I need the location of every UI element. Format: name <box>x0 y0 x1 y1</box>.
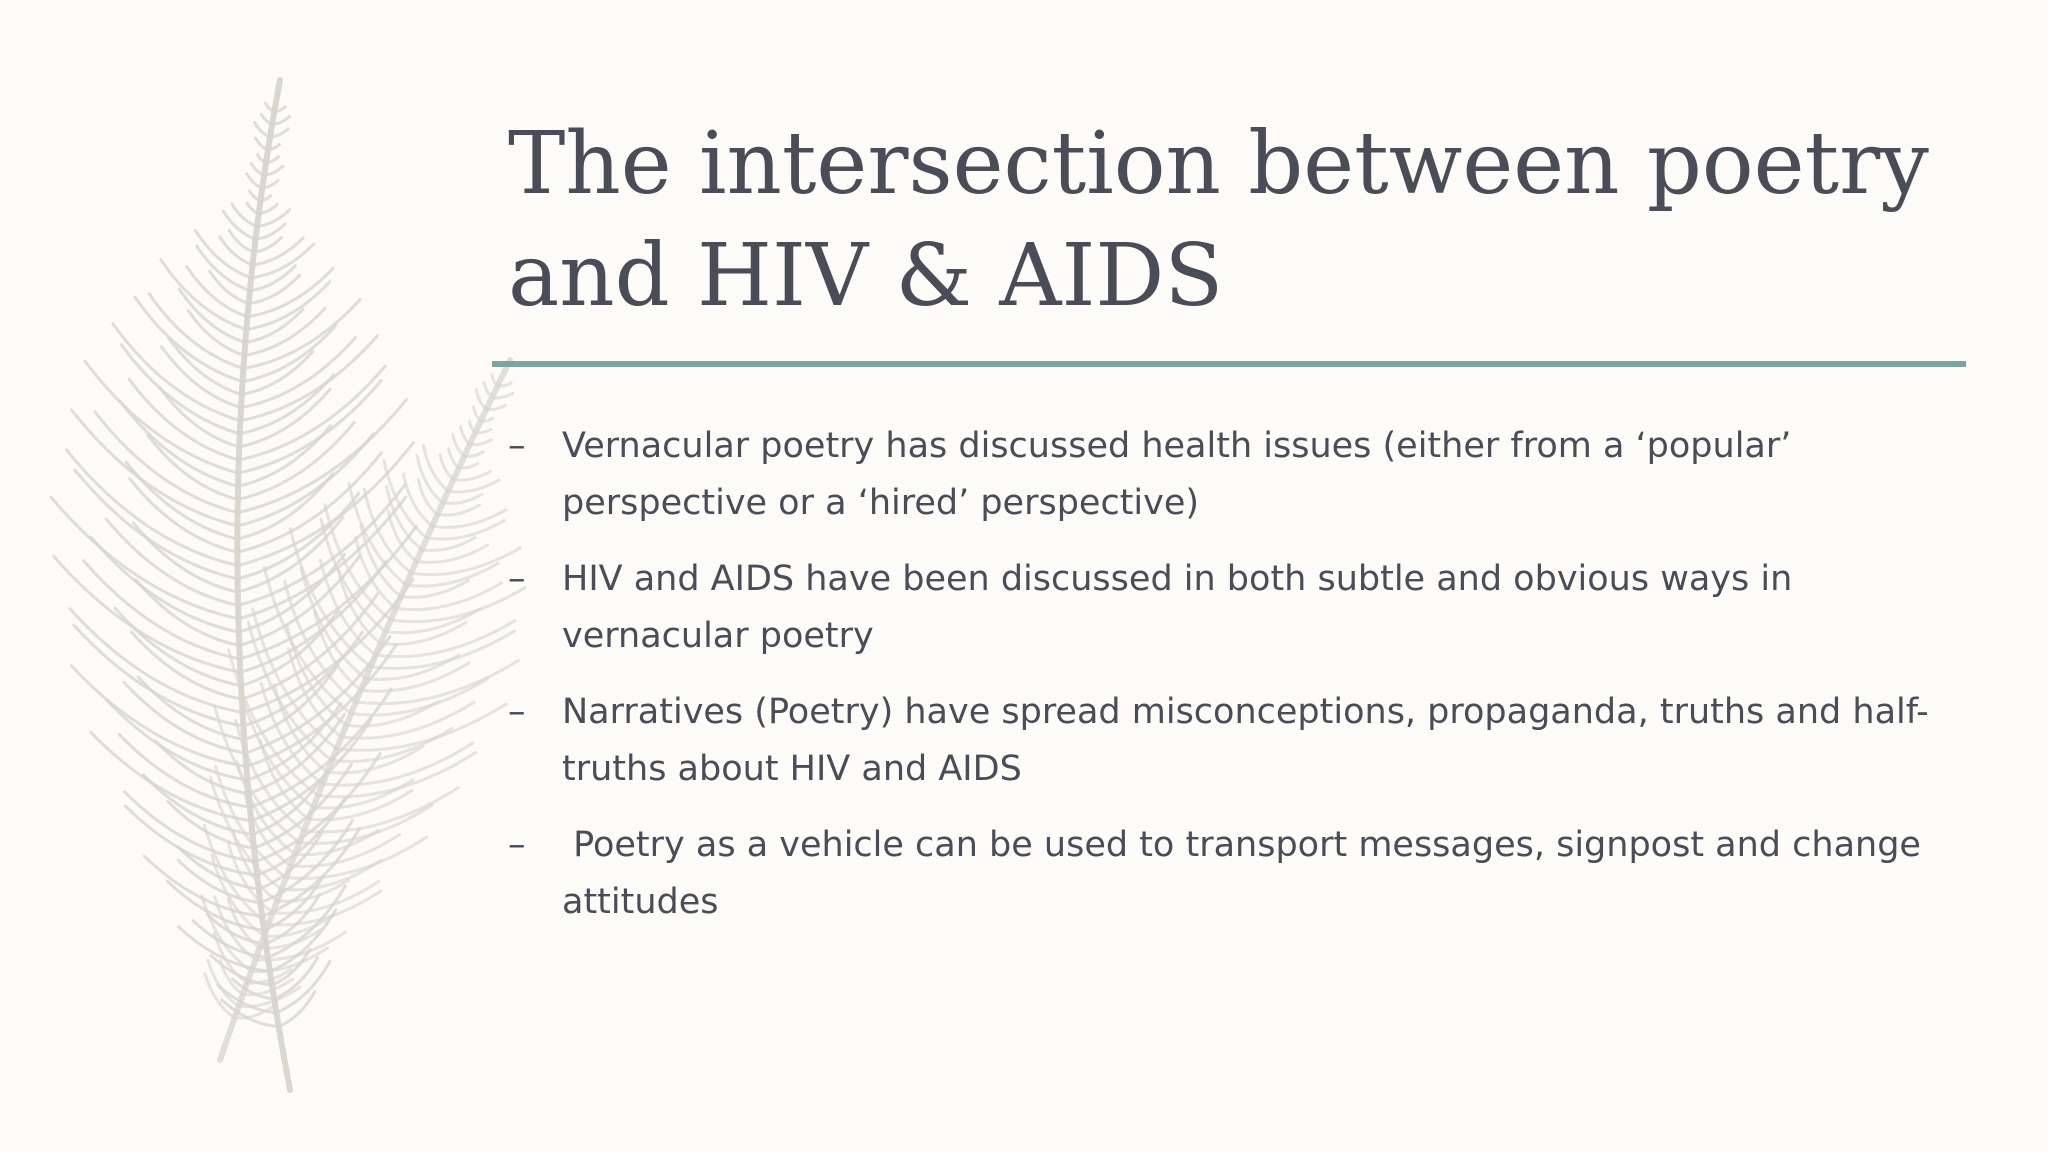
bullet-item-2 <box>508 551 1968 665</box>
bullet-1-line-2: perspective or a ‘hired’ perspective) <box>562 483 1200 523</box>
bullet-dash: – <box>508 692 526 732</box>
bullet-dash: – <box>508 559 526 599</box>
bullet-item-4 <box>508 817 1968 931</box>
slide-title-line-1: The intersection between poetry <box>508 114 1929 214</box>
title-divider <box>492 361 1966 367</box>
bullet-item-1 <box>508 418 1968 532</box>
bullet-3-line-1: Narratives (Poetry) have spread misconceptions, propaganda, truths and half- <box>562 692 1929 732</box>
bullet-item-3 <box>508 684 1968 798</box>
bullet-2-line-1: HIV and AIDS have been discussed in both subtle and obvious ways in <box>562 559 1793 599</box>
bullet-4-line-2: attitudes <box>562 882 719 922</box>
bullet-3-line-2: truths about HIV and AIDS <box>562 749 1022 789</box>
slide-title-line-2: and HIV & AIDS <box>508 226 1224 326</box>
bullet-list <box>508 418 1968 950</box>
bullet-1-line-1: Vernacular poetry has discussed health issues (either from a ‘popular’ <box>562 426 1792 466</box>
slide-title <box>508 108 1968 332</box>
bullet-4-line-1: Poetry as a vehicle can be used to transport messages, signpost and change <box>562 825 1921 865</box>
bullet-dash: – <box>508 825 526 865</box>
bullet-2-line-2: vernacular poetry <box>562 616 874 656</box>
bullet-dash: – <box>508 426 526 466</box>
